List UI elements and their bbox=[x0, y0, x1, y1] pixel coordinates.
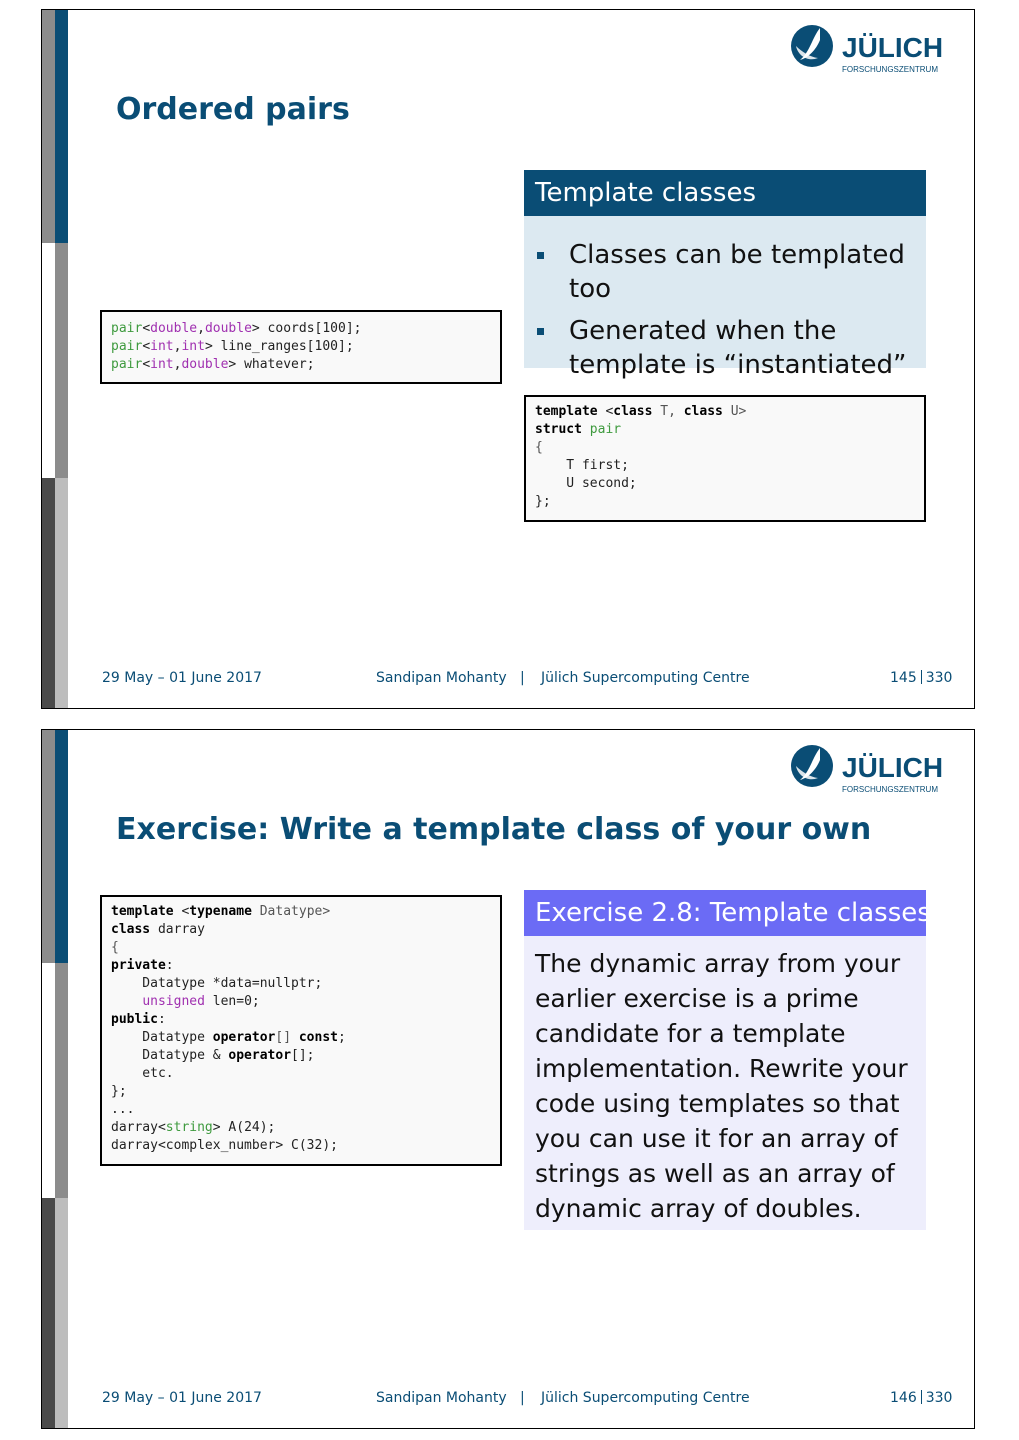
code-line: { bbox=[535, 440, 543, 455]
slide-146 bbox=[41, 729, 975, 1429]
slide-title: Exercise: Write a template class of your own bbox=[116, 812, 872, 847]
footer-separator: | bbox=[520, 1390, 525, 1406]
julich-logo bbox=[790, 744, 950, 796]
slide-145 bbox=[41, 9, 975, 709]
code-line: template <typename Datatype> bbox=[111, 904, 331, 919]
exercise-title: Exercise 2.8: Template classes bbox=[524, 890, 926, 936]
code-line: Datatype *data=nullptr; bbox=[111, 976, 323, 991]
code-line: public: bbox=[111, 1012, 166, 1027]
code-line: }; bbox=[111, 1084, 127, 1099]
footer-author: Sandipan Mohanty bbox=[376, 670, 507, 686]
logo-wordmark: JÜLICH bbox=[842, 752, 944, 783]
code-line: pair<int,int> line_ranges[100]; bbox=[111, 339, 354, 354]
side-bar bbox=[42, 10, 68, 709]
code-line: class darray bbox=[111, 922, 205, 937]
code-line: Datatype & operator[]; bbox=[111, 1048, 315, 1063]
block-body bbox=[524, 216, 926, 380]
code-line: etc. bbox=[111, 1066, 174, 1081]
code-block-pair-usage bbox=[100, 310, 502, 384]
code-line: private: bbox=[111, 958, 174, 973]
footer-organization: Jülich Supercomputing Centre bbox=[541, 1390, 750, 1406]
footer-date: 29 May – 01 June 2017 bbox=[102, 1390, 262, 1406]
code-block-darray bbox=[100, 895, 502, 1166]
slide-title: Ordered pairs bbox=[116, 92, 350, 127]
block-title: Template classes bbox=[524, 170, 926, 216]
side-bar bbox=[42, 730, 68, 1429]
code-line: }; bbox=[535, 494, 551, 509]
julich-logo bbox=[790, 24, 950, 76]
footer-separator: | bbox=[520, 670, 525, 686]
code-line: { bbox=[111, 940, 119, 955]
footer-page-number: 145 330 bbox=[890, 670, 953, 686]
code-line: template <class T, class U> bbox=[535, 404, 747, 419]
code-line: unsigned len=0; bbox=[142, 994, 260, 1009]
code-line: Datatype operator[] const; bbox=[111, 1030, 346, 1045]
code-line: darray<string> A(24); bbox=[111, 1120, 276, 1135]
code-line: darray<complex_number> C(32); bbox=[111, 1138, 338, 1153]
bullet-item: Generated when the template is “instantiated” bbox=[524, 314, 926, 382]
code-block-pair-struct bbox=[524, 395, 926, 522]
code-line: pair<double,double> coords[100]; bbox=[111, 321, 362, 336]
exercise-body: The dynamic array from your earlier exercise is a prime candidate for a template implementation. Rewrite your code using templates so that you can use it for an array of strings as well as an array of dynamic array of doubles. bbox=[524, 936, 926, 1230]
footer-author: Sandipan Mohanty bbox=[376, 1390, 507, 1406]
logo-subtitle: FORSCHUNGSZENTRUM bbox=[842, 785, 938, 794]
bullet-item: Classes can be templated too bbox=[524, 238, 926, 306]
logo-wordmark: JÜLICH bbox=[842, 32, 944, 63]
logo-subtitle: FORSCHUNGSZENTRUM bbox=[842, 65, 938, 74]
footer-date: 29 May – 01 June 2017 bbox=[102, 670, 262, 686]
code-line: T first; bbox=[535, 458, 629, 473]
code-line: struct pair bbox=[535, 422, 622, 437]
code-line: U second; bbox=[535, 476, 637, 491]
footer-organization: Jülich Supercomputing Centre bbox=[541, 670, 750, 686]
code-line: pair<int,double> whatever; bbox=[111, 357, 315, 372]
footer-page-number: 146 330 bbox=[890, 1390, 953, 1406]
code-line: ... bbox=[111, 1102, 135, 1117]
